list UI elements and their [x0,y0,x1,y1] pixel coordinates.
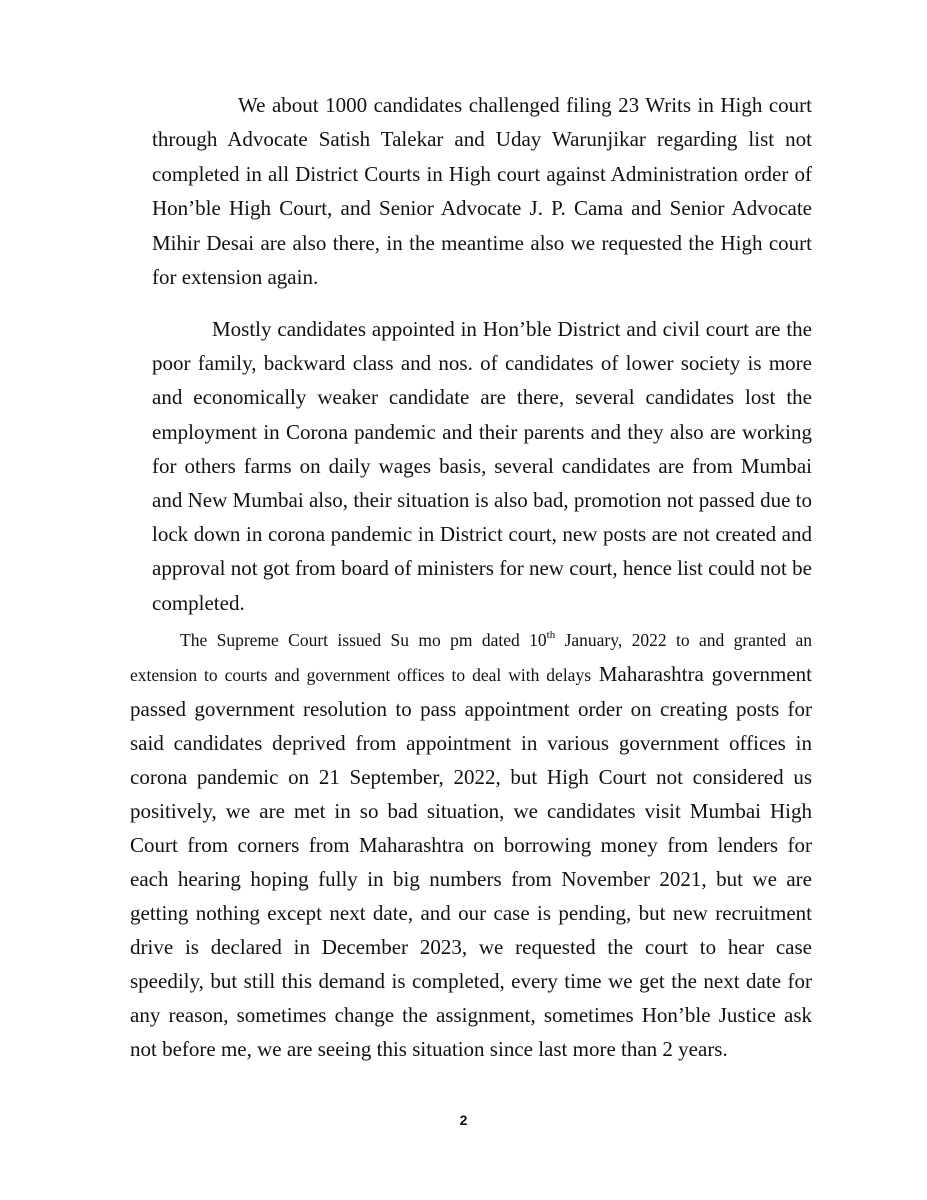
paragraph-writs: We about 1000 candidates challenged filing 23 Writs in High court through Advocate Satish Talekar and Uday Warunjikar regarding list not completed in all District Courts in High court against Administration order of Hon’ble High Court, and Senior Advocate J. P. Cama and Senior Advocate Mihir Desai are also there, in the meantime also we requested the High court for extension again. [152,93,812,290]
ordinal-suffix: th [546,629,556,641]
supreme-court-lead-text-continued: January, 2022 to and granted an extension to courts and government offices to deal with delays [130,630,812,685]
page-number: 2 [459,1112,468,1128]
paragraph-supreme-court [130,622,812,1066]
government-resolution-text: Maharashtra government passed government resolution to pass appointment order on creating posts for said candidates deprived from appointment in various government offices in corona pandemic on 21 September, 2022, but High Court not considered us positively, we are met in so bad situation, we candidates visit Mumbai High Court from corners from Maharashtra on borrowing money from lenders for each hearing hoping fully in big numbers from November 2021, but we are getting nothing except next date, and our case is pending, but new recruitment drive is declared in December 2023, we requested the court to hear case speedily, but still this demand is completed, every time we get the next date for any reason, sometimes change the assignment, sometimes Hon’ble Justice ask not before me, we are seeing this situation since last more than 2 years. [130,662,812,1061]
paragraph-candidates-situation: Mostly candidates appointed in Hon’ble District and civil court are the poor family, backward class and nos. of candidates of lower society is more and economically weaker candidate are there, several candidates lost the employment in Corona pandemic and their parents and they also are working for others farms on daily wages basis, several candidates are from Mumbai and New Mumbai also, their situation is also bad, promotion not passed due to lock down in corona pandemic in District court, new posts are not created and approval not got from board of ministers for new court, hence list could not be completed. [152,317,812,615]
supreme-court-lead-text: The Supreme Court issued Su mo pm dated 10 [180,630,547,650]
